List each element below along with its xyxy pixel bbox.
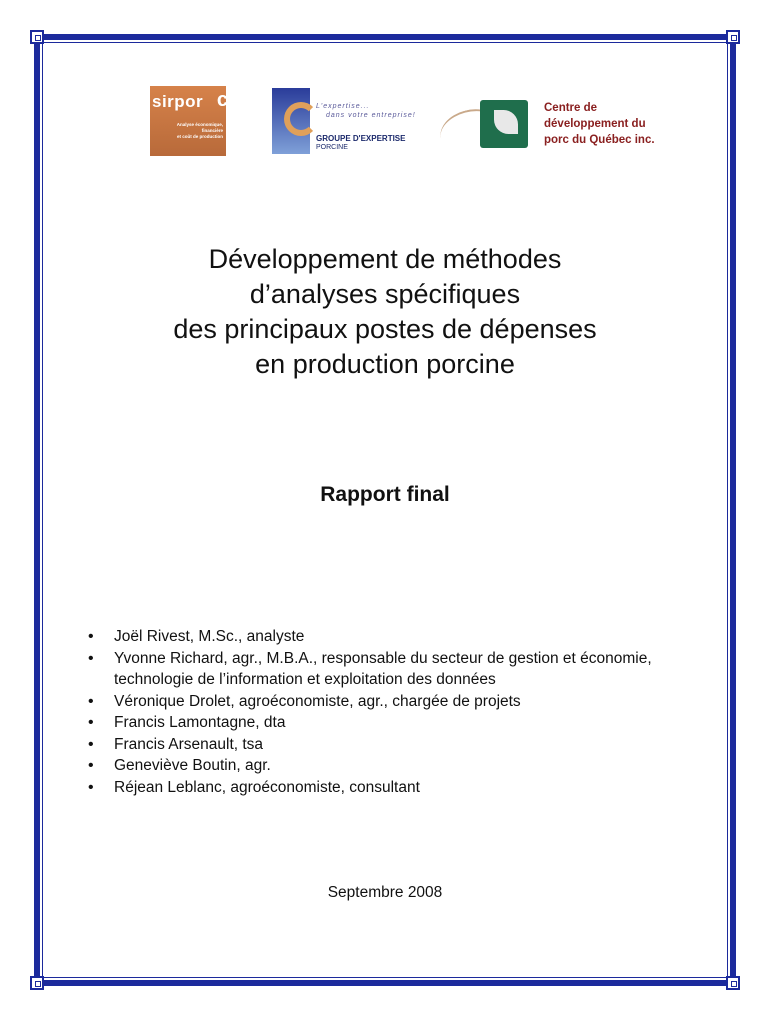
page-border-inner [42, 42, 728, 978]
gep-logo-line2: PORCINE [316, 144, 348, 151]
sirporc-tagline-line: et coût de production [177, 134, 223, 139]
border-corner-bottom-right [726, 976, 740, 990]
report-title-line: des principaux postes de dépenses [173, 314, 597, 344]
author-item: • Réjean Leblanc, agroéconomiste, consultant [86, 777, 676, 799]
gep-logo-slogan [316, 102, 416, 120]
author-item: • Véronique Drolet, agroéconomiste, agr., chargée de projets [86, 691, 676, 713]
author-item: • Joël Rivest, M.Sc., analyste [86, 626, 676, 648]
cdpq-logo-line: développement du [544, 118, 646, 130]
author-item: • Francis Arsenault, tsa [86, 734, 676, 756]
report-subtitle: Rapport final [320, 483, 450, 506]
gep-slogan-line: dans votre entreprise! [326, 112, 416, 119]
sirporc-tagline-line: Analyse économique, [176, 122, 223, 127]
sirporc-tagline-line: financière [201, 128, 223, 133]
cdpq-logo-mark [480, 100, 528, 148]
author-item: • Yvonne Richard, agr., M.B.A., responsable du secteur de gestion et économie, technologie de l’information et exploitation des données [86, 648, 676, 691]
author-list [86, 626, 676, 798]
report-date: Septembre 2008 [327, 884, 443, 901]
border-corner-top-left [30, 30, 44, 44]
cdpq-logo-line: porc du Québec inc. [544, 134, 655, 146]
cdpq-logo-text [544, 100, 655, 148]
border-corner-top-right [726, 30, 740, 44]
sirporc-logo-mark: c [216, 89, 228, 111]
cdpq-logo-line: Centre de [544, 102, 598, 114]
author-item: • Francis Lamontagne, dta [86, 712, 676, 734]
sirporc-logo-name: sirpor [152, 92, 204, 111]
report-title-line: en production porcine [255, 349, 515, 379]
gep-swirl-icon [284, 102, 318, 136]
sirporc-logo [150, 86, 226, 156]
sirporc-logo-tagline [152, 122, 223, 140]
report-title-line: Développement de méthodes [208, 244, 562, 274]
report-title [0, 242, 770, 382]
cdpq-leaf-icon [494, 110, 518, 134]
report-title-line: d’analyses spécifiques [249, 279, 521, 309]
author-item: • Geneviève Boutin, agr. [86, 755, 676, 777]
border-corner-bottom-left [30, 976, 44, 990]
gep-logo-line1: GROUPE D'EXPERTISE [316, 134, 406, 143]
groupe-expertise-porcine-logo [272, 88, 432, 154]
gep-slogan-line: L'expertise... [316, 103, 370, 110]
